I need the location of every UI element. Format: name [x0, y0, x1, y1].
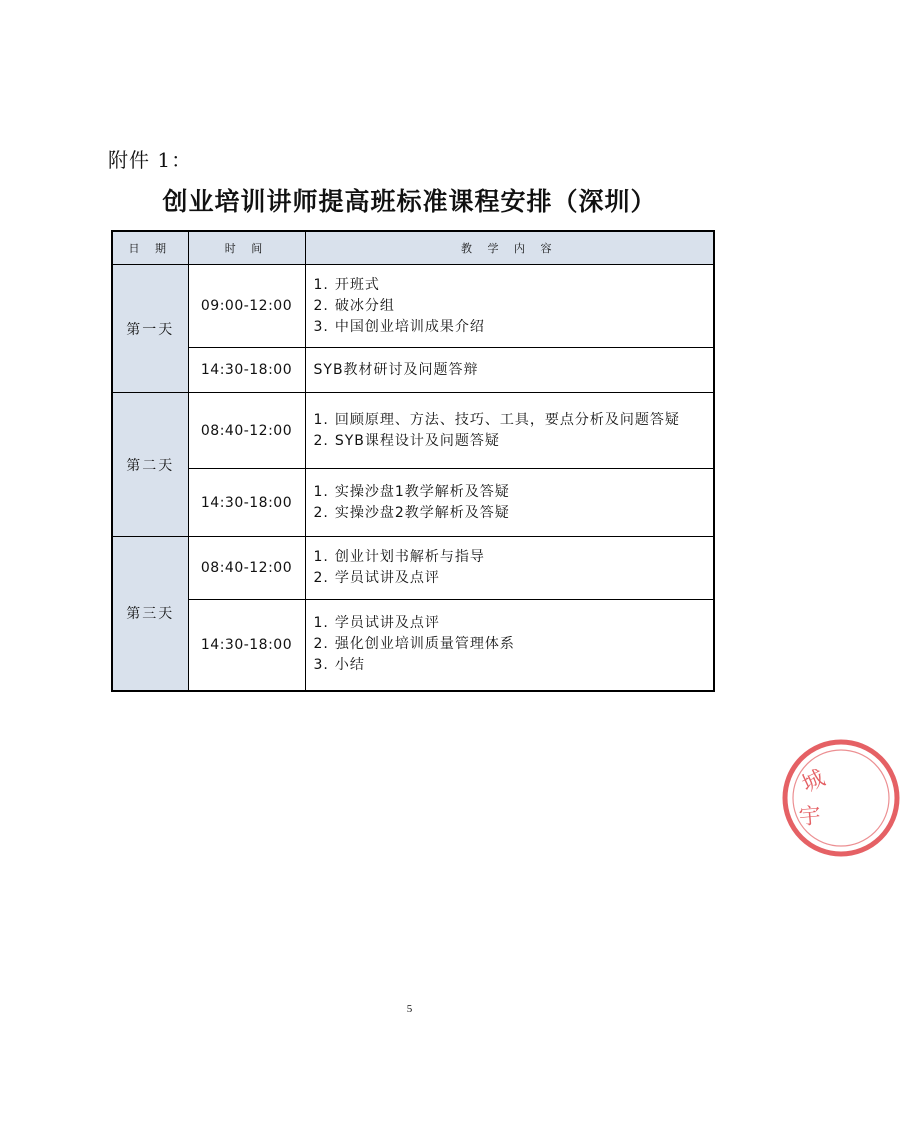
official-seal-icon — [781, 738, 901, 858]
session-time: 08:40-12:00 — [188, 393, 305, 469]
content-item: 3. 小结 — [313, 657, 365, 674]
session-content — [305, 469, 714, 537]
page-number: 5 — [406, 1003, 413, 1015]
svg-text:城: 城 — [798, 765, 829, 798]
table-row — [112, 537, 714, 600]
table-row — [112, 265, 714, 348]
content-item: 2. 学员试讲及点评 — [313, 570, 440, 586]
header-content: 教 学 内 容 — [305, 231, 714, 265]
header-date: 日 期 — [112, 231, 188, 265]
table-row — [112, 469, 714, 537]
table-header-row — [112, 231, 714, 265]
content-item: 2. SYB课程设计及问题答疑 — [313, 432, 500, 449]
header-time: 时 间 — [188, 231, 305, 265]
session-content — [305, 393, 714, 469]
day-label: 第一天 — [112, 265, 188, 393]
content-item: 1. 回顾原理、方法、技巧、工具，要点分析及问题答疑 — [313, 411, 680, 428]
attachment-label: 附件 1： — [108, 148, 193, 172]
table-row — [112, 348, 714, 393]
content-item: 2. 强化创业培训质量管理体系 — [313, 636, 515, 653]
session-time: 08:40-12:00 — [188, 537, 305, 600]
session-content — [305, 600, 714, 691]
session-content — [305, 537, 714, 600]
day-label: 第二天 — [112, 393, 188, 537]
content-item: SYB教材研讨及问题答辩 — [313, 361, 479, 378]
session-time: 14:30-18:00 — [188, 600, 305, 691]
session-time: 14:30-18:00 — [188, 348, 305, 393]
content-item: 3. 中国创业培训成果介绍 — [313, 318, 485, 335]
session-time: 14:30-18:00 — [188, 469, 305, 537]
content-item: 1. 实操沙盘1教学解析及答疑 — [313, 483, 510, 500]
content-item: 2. 破冰分组 — [313, 297, 395, 314]
content-item: 1. 创业计划书解析与指导 — [313, 549, 485, 565]
content-item: 2. 实操沙盘2教学解析及答疑 — [313, 504, 510, 521]
day-label: 第三天 — [112, 537, 188, 691]
table-row — [112, 393, 714, 469]
svg-text:宇: 宇 — [797, 803, 823, 831]
session-time: 09:00-12:00 — [188, 265, 305, 348]
table-row — [112, 600, 714, 691]
content-item: 1. 学员试讲及点评 — [313, 615, 440, 632]
session-content — [305, 265, 714, 348]
session-content — [305, 348, 714, 393]
document-title: 创业培训讲师提高班标准课程安排（深圳） — [162, 187, 657, 216]
content-item: 1. 开班式 — [313, 276, 380, 293]
course-schedule-table — [111, 230, 715, 692]
